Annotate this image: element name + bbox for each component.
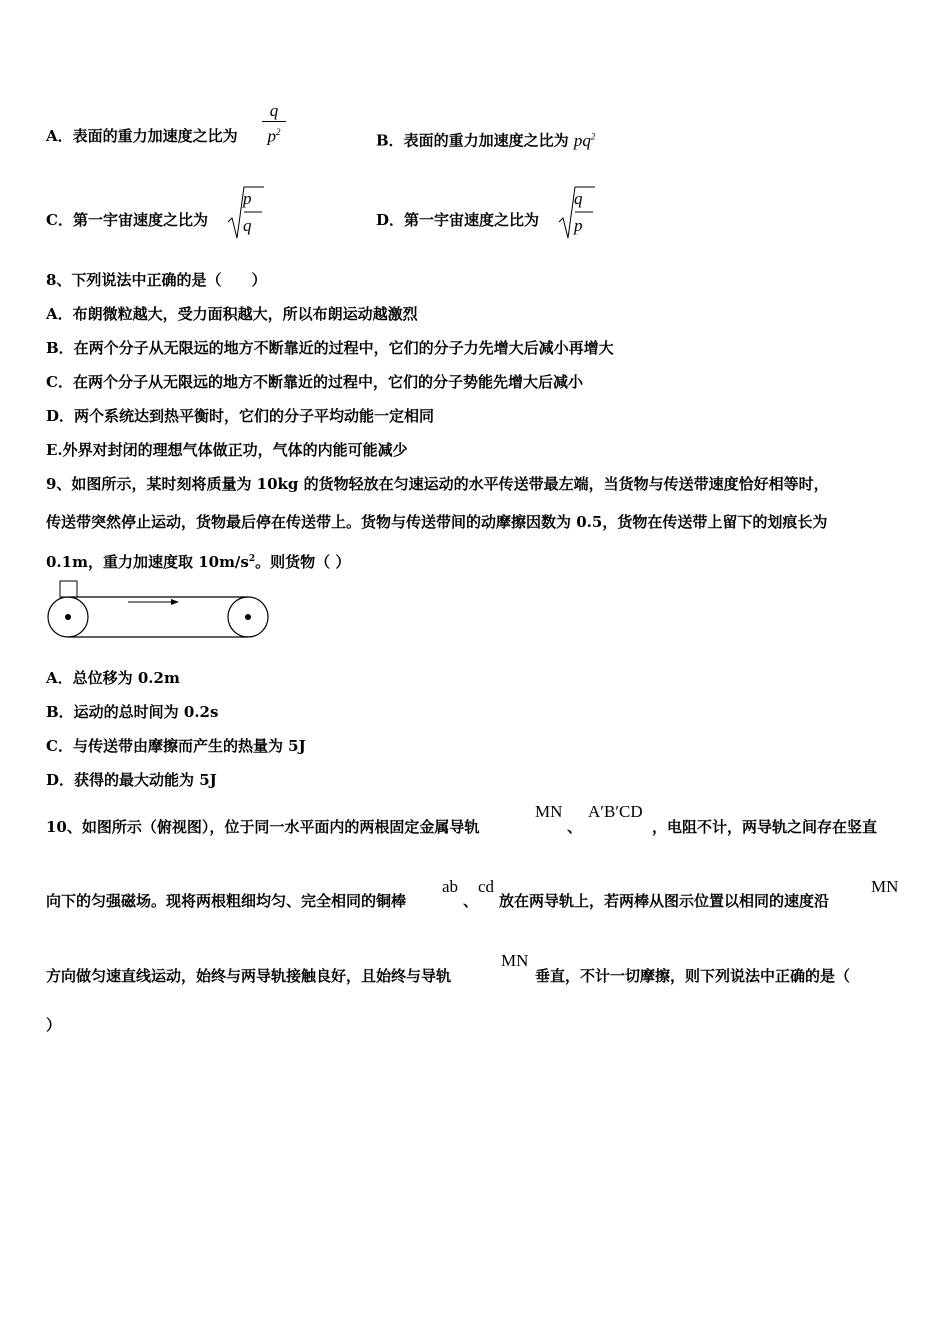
q7-option-a-fraction xyxy=(262,102,286,146)
q7-option-c-numerator: p xyxy=(243,189,252,208)
q7-option-a[interactable] xyxy=(46,126,238,146)
q7-option-d-text: D．第一宇宙速度之比为 xyxy=(376,211,540,229)
q9-option-a[interactable]: A．总位移为 0.2m xyxy=(46,669,180,687)
q8-option-a[interactable]: A．布朗微粒越大，受力面积越大，所以布朗运动越激烈 xyxy=(46,305,418,323)
q7-option-b[interactable] xyxy=(376,126,595,151)
q10-stem-line-3-a: 方向做匀速直线运动，始终与两导轨接触良好，且始终与导轨 xyxy=(46,967,452,985)
q7-option-d[interactable] xyxy=(376,210,539,230)
q10-rod-cd: cd xyxy=(478,877,495,896)
q9-option-c[interactable]: C．与传送带由摩擦而产生的热量为 5J xyxy=(46,737,306,755)
q10-stem-line-4: ） xyxy=(46,1016,62,1034)
q7-option-c-text: C．第一宇宙速度之比为 xyxy=(46,211,208,229)
q10-rod-ab: ab xyxy=(442,877,459,896)
q8-option-c[interactable]: C．在两个分子从无限远的地方不断靠近的过程中，它们的分子势能先增大后减小 xyxy=(46,373,583,391)
q10-stem-line-1-a: 10、如图所示（俯视图），位于同一水平面内的两根固定金属导轨 xyxy=(46,818,480,836)
velocity-arrow-head xyxy=(171,599,179,605)
right-pulley-axle xyxy=(245,614,251,620)
q9-stem-line-1: 9、如图所示，某时刻将质量为 10kg 的货物轻放在匀速运动的水平传送带最左端，当货物与传送带速度恰好相等时， xyxy=(46,475,829,493)
q10-rail-mn: MN xyxy=(535,802,563,821)
q9-option-b[interactable]: B．运动的总时间为 0.2s xyxy=(46,703,219,721)
q9-stem-line-2: 传送带突然停止运动，货物最后停在传送带上。货物与传送带间的动摩擦因数为 0.5，货物在传送带上留下的划痕长为 xyxy=(46,513,828,531)
q8-option-b[interactable]: B．在两个分子从无限远的地方不断靠近的过程中，它们的分子力先增大后减小再增大 xyxy=(46,339,614,357)
q10-stem-line-2-a: 向下的匀强磁场。现将两根粗细均匀、完全相同的铜棒 xyxy=(46,892,407,910)
q10-rail-mn-3: MN xyxy=(501,951,529,970)
conveyor-belt-diagram xyxy=(46,578,272,640)
q8-option-d[interactable]: D．两个系统达到热平衡时，它们的分子平均动能一定相同 xyxy=(46,407,435,425)
left-pulley-axle xyxy=(65,614,71,620)
q9-option-d[interactable]: D．获得的最大动能为 5J xyxy=(46,771,217,789)
q10-separator: 、 xyxy=(567,818,583,836)
q8-option-e[interactable]: E.外界对封闭的理想气体做正功，气体的内能可能减少 xyxy=(46,441,408,459)
q7-option-b-text: B．表面的重力加速度之比为 xyxy=(376,131,569,150)
q10-stem-line-3-b: 垂直，不计一切摩擦，则下列说法中正确的是（ xyxy=(535,967,851,985)
q10-rail-abcd: A′B′CD xyxy=(588,802,643,821)
q10-stem-line-1-b: ，电阻不计，两导轨之间存在竖直 xyxy=(652,818,878,836)
q8-stem: 8、下列说法中正确的是（ ） xyxy=(46,271,267,289)
q9-stem-line-3: 0.1m，重力加速度取 $10m/s^2$。则货物（ ） xyxy=(46,553,351,571)
fraction-numerator: q xyxy=(269,101,279,120)
q7-option-a-text: A．表面的重力加速度之比为 xyxy=(46,127,238,145)
q7-option-d-denominator: p xyxy=(574,216,583,235)
q10-stem-line-2-b: 放在两导轨上，若两棒从图示位置以相同的速度沿 xyxy=(499,892,830,910)
fraction-bar xyxy=(262,121,286,122)
q7-option-d-numerator: q xyxy=(574,189,583,208)
q10-separator-2: 、 xyxy=(463,892,479,910)
q10-rail-mn-2: MN xyxy=(871,877,899,896)
q7-option-b-expression: $pq^2$ xyxy=(573,130,596,150)
cargo-box xyxy=(60,581,77,597)
q7-option-c[interactable] xyxy=(46,210,208,230)
q7-option-c-denominator: q xyxy=(243,216,252,235)
fraction-denominator: $p^2$ xyxy=(267,126,281,146)
